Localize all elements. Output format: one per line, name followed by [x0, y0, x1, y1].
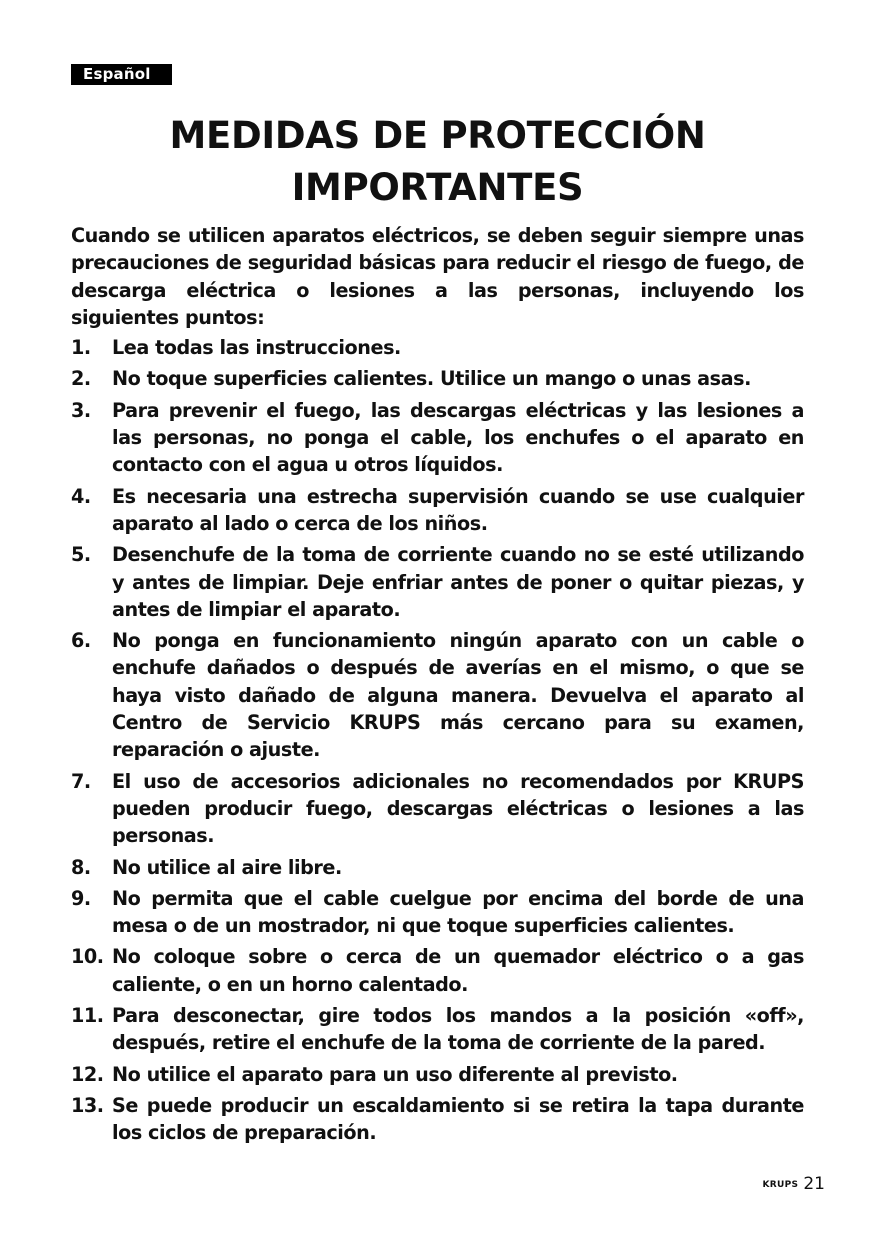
item-number: 13. [71, 1093, 104, 1117]
item-number: 2. [71, 367, 91, 391]
list-item [71, 541, 804, 623]
intro-paragraph: Cuando se utilicen aparatos eléctricos, se deben seguir siempre unas precauciones de seguridad básicas para reducir el riesgo de fuego, de descarga eléctrica o lesiones a las personas, incluyendo los siguientes puntos: [71, 224, 804, 329]
item-number: 5. [71, 543, 91, 567]
page-title [60, 110, 815, 214]
list-item [71, 365, 804, 392]
item-number: 10. [71, 945, 104, 969]
list-item [71, 627, 804, 763]
brand-logo: KRUPS [762, 1180, 799, 1190]
list-item [71, 943, 804, 998]
item-text: No permita que el cable cuelgue por encima del borde de una mesa o de un mostrador, ni que toque superficies calientes. [112, 886, 804, 938]
list-item [71, 1002, 804, 1057]
item-text: Es necesaria una estrecha supervisión cuando se use cualquier aparato al lado o cerca de los niños. [112, 484, 804, 535]
item-text: No toque superficies calientes. Utilice un mango o unas asas. [112, 367, 751, 391]
item-number: 3. [71, 398, 91, 422]
item-text: Para desconectar, gire todos los mandos a la posición «off», después, retire el enchufe de la toma de corriente de la pared. [112, 1004, 804, 1055]
page-footer [720, 1174, 825, 1194]
item-text: No ponga en funcionamiento ningún aparato con un cable o enchufe dañados o después de averías en el mismo, o que se haya visto dañado de alguna manera. Devuelva el aparato al Centro de Servicio KRUPS más cercano para su examen, reparación o ajuste. [112, 629, 804, 762]
list-item [71, 1092, 804, 1147]
item-text: Lea todas las instrucciones. [112, 336, 401, 360]
item-text: Se puede producir un escaldamiento si se retira la tapa durante los ciclos de preparación. [112, 1093, 804, 1145]
item-number: 4. [71, 484, 91, 508]
list-item [71, 334, 804, 361]
item-number: 1. [71, 336, 91, 360]
item-number: 6. [71, 629, 91, 653]
safety-list [71, 334, 804, 1146]
item-number: 12. [71, 1062, 104, 1086]
page-number: 21 [803, 1174, 825, 1194]
item-number: 7. [71, 769, 91, 793]
list-item [71, 483, 804, 538]
item-text: No utilice al aire libre. [112, 855, 342, 879]
list-item [71, 885, 804, 940]
list-item [71, 768, 804, 850]
language-tab: Español [71, 64, 172, 85]
item-text: No coloque sobre o cerca de un quemador eléctrico o a gas caliente, o en un horno calentado. [112, 945, 804, 996]
list-item [71, 1061, 804, 1088]
item-text: El uso de accesorios adicionales no recomendados por KRUPS pueden producir fuego, descargas eléctricas o lesiones a las personas. [112, 769, 804, 848]
item-number: 8. [71, 855, 91, 879]
document-body [71, 222, 804, 1151]
item-text: No utilice el aparato para un uso diferente al previsto. [112, 1062, 678, 1086]
list-item [71, 397, 804, 479]
item-text: Para prevenir el fuego, las descargas eléctricas y las lesiones a las personas, no ponga el cable, los enchufes o el aparato en contacto con el agua u otros líquidos. [112, 398, 804, 477]
item-number: 9. [71, 886, 91, 910]
item-number: 11. [71, 1004, 104, 1028]
list-item [71, 854, 804, 881]
title-line-2: IMPORTANTES [291, 166, 584, 209]
item-text: Desenchufe de la toma de corriente cuando no se esté utilizando y antes de limpiar. Deje enfriar antes de poner o quitar piezas, y antes de limpiar el aparato. [112, 543, 804, 621]
title-line-1: MEDIDAS DE PROTECCIÓN [169, 114, 706, 157]
